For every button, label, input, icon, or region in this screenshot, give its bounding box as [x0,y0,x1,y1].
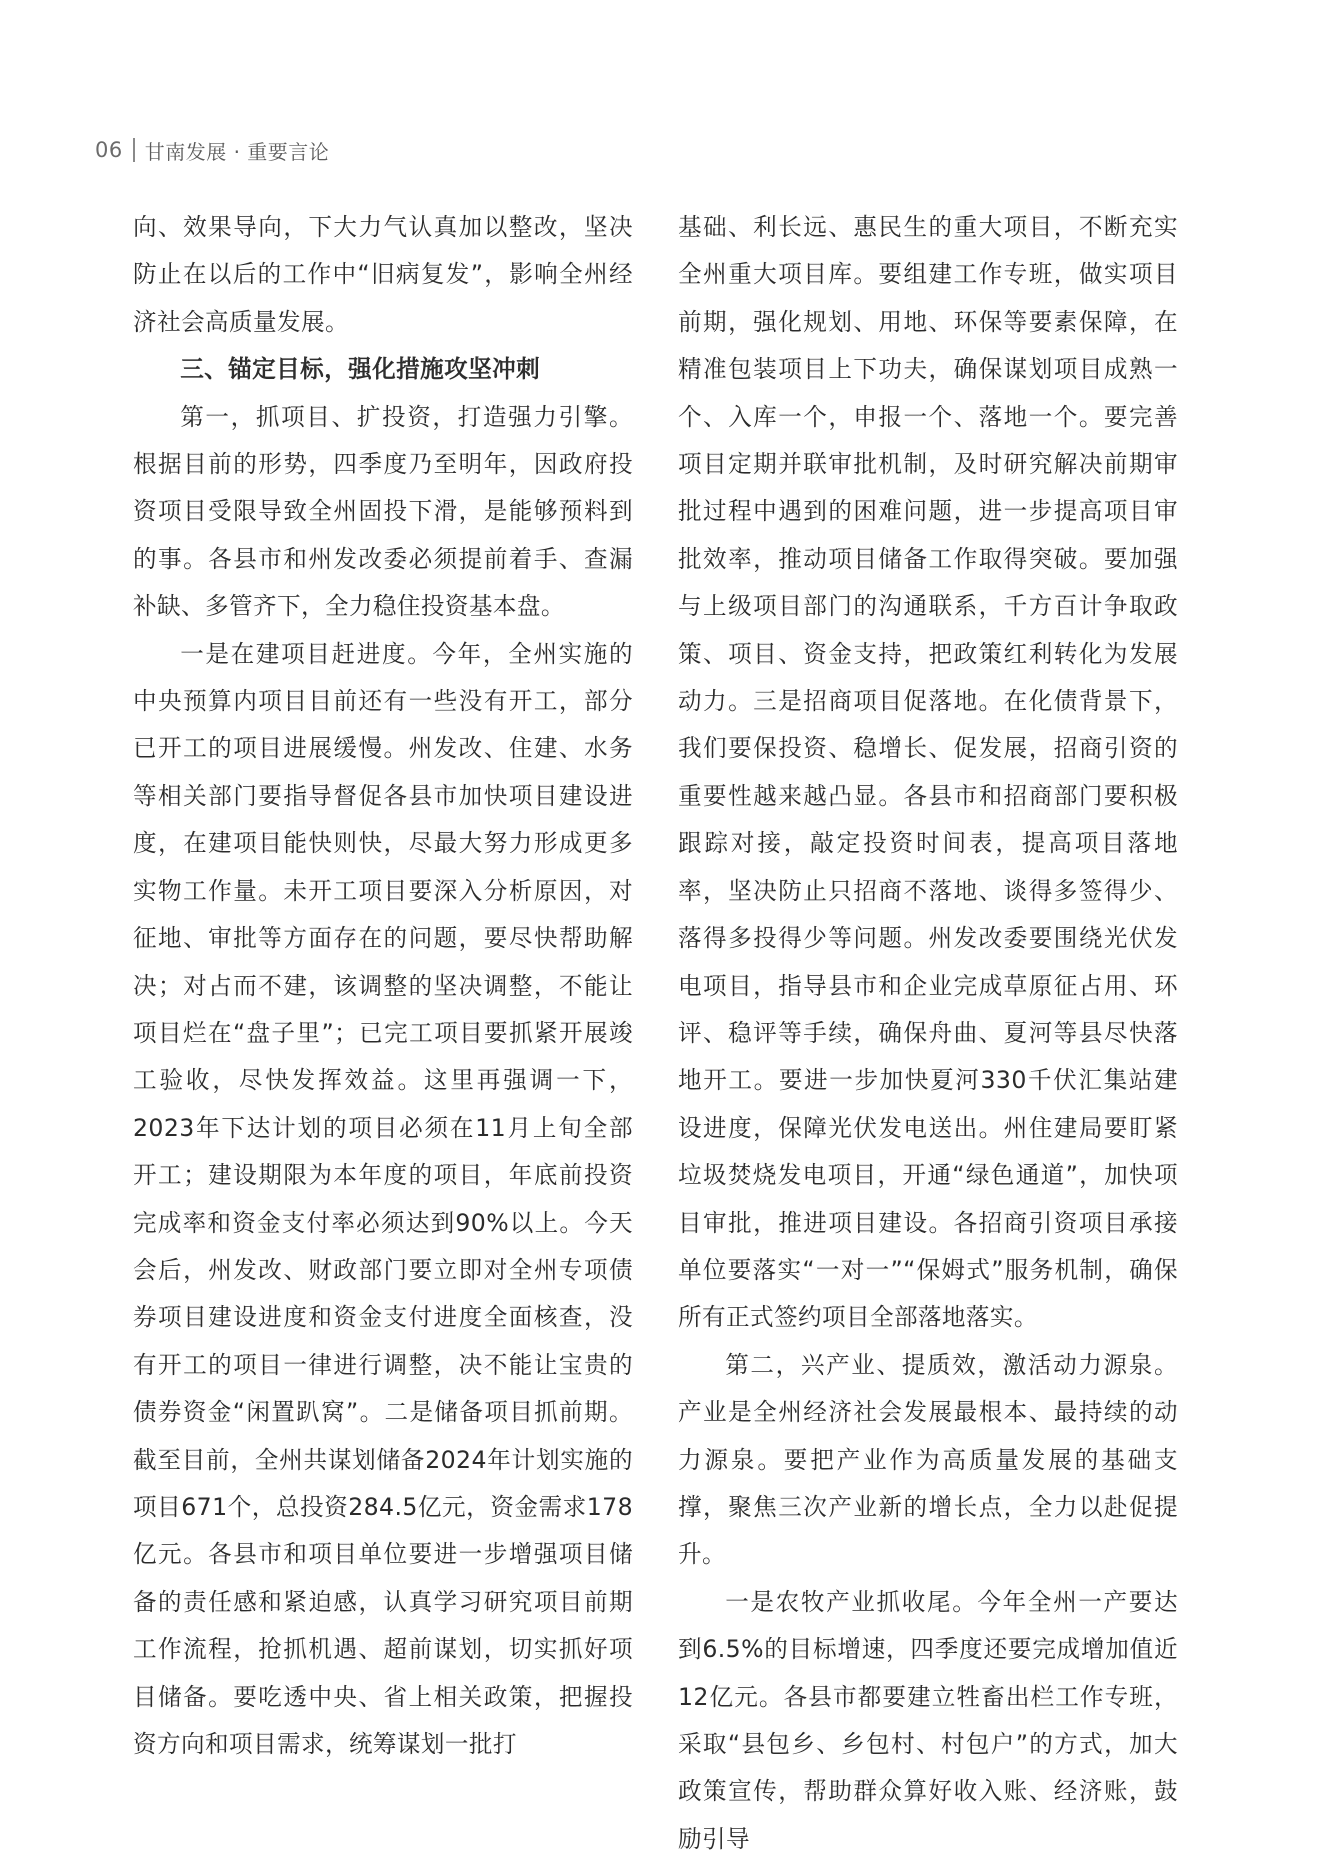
section-heading: 三、锚定目标，强化措施攻坚冲刺 [180,355,541,384]
left-column [133,204,633,1768]
running-header [95,134,329,166]
paragraph: 第二，兴产业、提质效，激活动力源泉。产业是全州经济社会发展最根本、最持续的动力源泉。要把产业作为高质量发展的基础支撑，聚焦三次产业新的增长点，全力以赴促提升。 [678,1350,1178,1569]
page-number: 06 [95,138,123,162]
paragraph: 基础、利长远、惠民生的重大项目，不断充实全州重大项目库。要组建工作专班，做实项目前期，强化规划、用地、环保等要素保障，在精准包装项目上下功夫，确保谋划项目成熟一个、入库一个，申报一个、落地一个。要完善项目定期并联审批机制，及时研究解决前期审批过程中遇到的困难问题，进一步提高项目审批效率，推动项目储备工作取得突破。要加强与上级项目部门的沟通联系，千方百计争取政策、项目、资金支持，把政策红利转化为发展动力。三是招商项目促落地。在化债背景下，我们要保投资、稳增长、促发展，招商引资的重要性越来越凸显。各县市和招商部门要积极跟踪对接，敲定投资时间表，提高项目落地率，坚决防止只招商不落地、谈得多签得少、落得多投得少等问题。州发改委要围绕光伏发电项目，指导县市和企业完成草原征占用、环评、稳评等手续，确保舟曲、夏河等县尽快落地开工。要进一步加快夏河330千伏汇集站建设进度，保障光伏发电送出。州住建局要盯紧垃圾焚烧发电项目，开通“绿色通道”，加快项目审批，推进项目建设。各招商引资项目承接单位要落实“一对一”“保姆式”服务机制，确保所有正式签约项目全部落地落实。 [678,213,1178,1332]
paragraph: 第一，抓项目、扩投资，打造强力引擎。根据目前的形势，四季度乃至明年，因政府投资项目受限导致全州固投下滑，是能够预料到的事。各县市和州发改委必须提前着手、查漏补缺、多管齐下，全力稳住投资基本盘。 [133,402,633,621]
right-column [678,204,1178,1863]
paragraph: 一是在建项目赶进度。今年，全州实施的中央预算内项目目前还有一些没有开工，部分已开工的项目进展缓慢。州发改、住建、水务等相关部门要指导督促各县市加快项目建设进度，在建项目能快则快，尽最大努力形成更多实物工作量。未开工项目要深入分析原因，对征地、审批等方面存在的问题，要尽快帮助解决；对占而不建，该调整的坚决调整，不能让项目烂在“盘子里”；已完工项目要抓紧开展竣工验收，尽快发挥效益。这里再强调一下，2023年下达计划的项目必须在11月上旬全部开工；建设期限为本年度的项目，年底前投资完成率和资金支付率必须达到90%以上。今天会后，州发改、财政部门要立即对全州专项债券项目建设进度和资金支付进度全面核查，没有开工的项目一律进行调整，决不能让宝贵的债券资金“闲置趴窝”。二是储备项目抓前期。截至目前，全州共谋划储备2024年计划实施的项目671个，总投资284.5亿元，资金需求178亿元。各县市和项目单位要进一步增强项目储备的责任感和紧迫感，认真学习研究项目前期工作流程，抢抓机遇、超前谋划，切实抓好项目储备。要吃透中央、省上相关政策，把握投资方向和项目需求，统筹谋划一批打 [133,639,633,1758]
section-title: 甘南发展 · 重要言论 [144,139,330,164]
paragraph: 一是农牧产业抓收尾。今年全州一产要达到6.5%的目标增速，四季度还要完成增加值近12亿元。各县市都要建立牲畜出栏工作专班，采取“县包乡、乡包村、村包户”的方式，加大政策宣传，帮助群众算好收入账、经济账，鼓励引导 [678,1587,1178,1853]
paragraph: 向、效果导向，下大力气认真加以整改，坚决防止在以后的工作中“旧病复发”，影响全州经济社会高质量发展。 [133,213,633,336]
header-divider [133,138,135,162]
